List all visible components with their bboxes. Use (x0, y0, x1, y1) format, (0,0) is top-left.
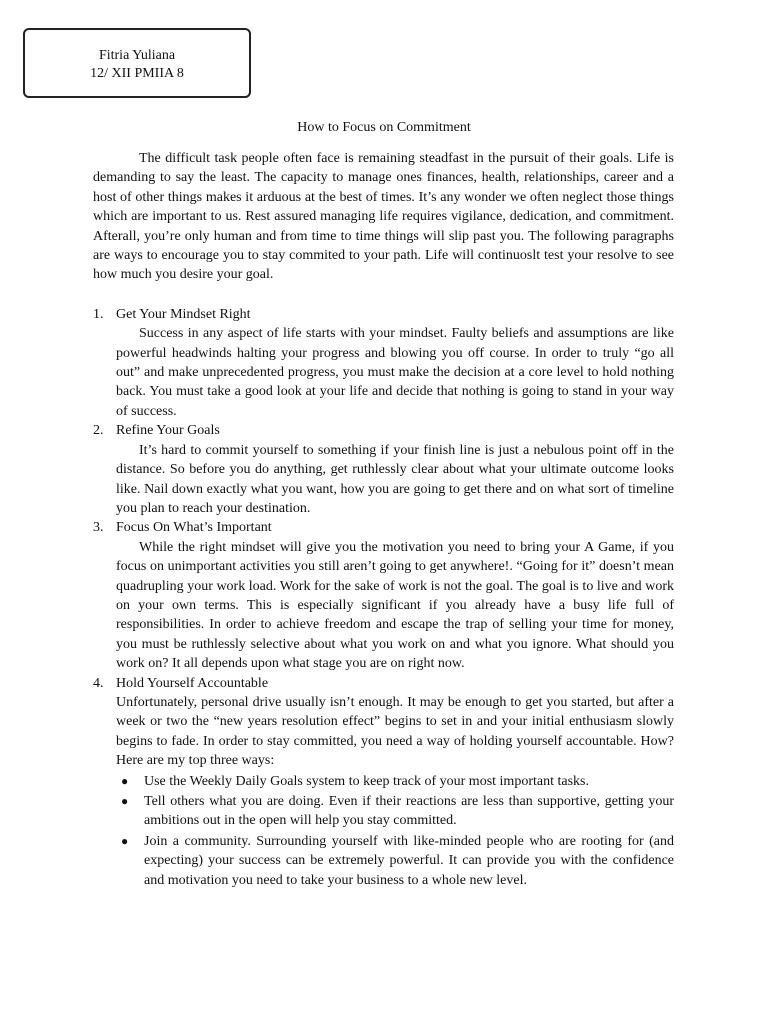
section-item (93, 674, 674, 890)
section-paragraph: Success in any aspect of life starts with your mindset. Faulty beliefs and assumptions are like powerful headwinds halting your progress and blowing you off course. In order to truly “go all out” and make unprecedented progress, you must make the decision at a core level to hold nothing back. You must take a good look at your life and decide that nothing is going to stand in your way of success. (116, 326, 674, 419)
section-item (93, 305, 674, 421)
section-heading: Hold Yourself Accountable (116, 675, 269, 691)
bullet-item (116, 792, 674, 831)
bullet-item (116, 832, 674, 890)
student-name: Fitria Yuliana (98, 48, 176, 63)
section-paragraph: While the right mindset will give you the motivation you need to bring your A Game, if you focus on unimportant activities you still aren’t going to get anywhere!. “Going for it” doesn’t mean quadrupling your work load. Work for the sake of work is not the goal. The goal is to live and work on your own terms. This is especially significant if you already have a busy life full of responsibilities. In order to achieve freedom and escape the trap of selling your time for money, you must be ruthlessly selective about what you work on and what you ignore. What should you work on? It all depends upon what stage you are on right now. (116, 539, 674, 672)
section-number: 3. (93, 520, 104, 536)
bullet-icon: ● (121, 833, 129, 848)
section-heading: Get Your Mindset Right (116, 306, 251, 322)
document-body (93, 149, 674, 890)
bullet-item (116, 772, 674, 791)
bullet-icon: ● (121, 794, 129, 808)
section-paragraph: It’s hard to commit yourself to something if your finish line is just a nebulous point off in the distance. So before you do anything, get ruthlessly clear about what your ultimate outcome looks like. Nail down exactly what you want, how you are going to get there and on what sort of timeline you plan to reach your destination. (116, 442, 674, 516)
section-item (93, 421, 674, 518)
student-info-box (23, 28, 251, 98)
sections-list (93, 305, 674, 890)
accountability-bullet-list (116, 772, 674, 890)
bullet-text: Tell others what you are doing. Even if their reactions are less than supportive, getting your ambitions out in the open will help you stay committed. (144, 794, 674, 829)
section-item (93, 518, 674, 673)
document-title: How to Focus on Commitment (297, 120, 471, 135)
bullet-icon: ● (121, 773, 129, 788)
bullet-text: Join a community. Surrounding yourself with like-minded people who are rooting for (and expecting) your success can be extremely powerful. It can provide you with the confidence and motivation you need to take your business to a whole new level. (144, 833, 674, 888)
section-heading: Focus On What’s Important (116, 520, 272, 536)
section-paragraph: Unfortunately, personal drive usually isn’t enough. It may be enough to get you started, but after a week or two the “new years resolution effect” begins to set in and your initial enthusiasm slowly begins to fade. In order to stay committed, you need a way of holding yourself accountable. How? Here are my top three ways: (116, 694, 674, 769)
section-number: 4. (93, 675, 104, 691)
student-class: 12/ XII PMIIA 8 (90, 66, 184, 81)
bullet-text: Use the Weekly Daily Goals system to keep track of your most important tasks. (144, 773, 589, 789)
section-heading: Refine Your Goals (116, 423, 220, 439)
section-number: 1. (93, 306, 104, 322)
section-number: 2. (93, 423, 104, 439)
intro-paragraph: The difficult task people often face is remaining steadfast in the pursuit of their goals. Life is demanding to say the least. The capacity to manage ones finances, health, relationships, career and a host of other things makes it arduous at the best of times. It’s any wonder we often neglect those things which are important to us. Rest assured managing life requires vigilance, dedication, and commitment. Afterall, you’re only human and from time to time things will slip past you. The following paragraphs are ways to encourage you to stay commited to your path. Life will continuoslt test your resolve to see how much you desire your goal. (93, 151, 674, 283)
